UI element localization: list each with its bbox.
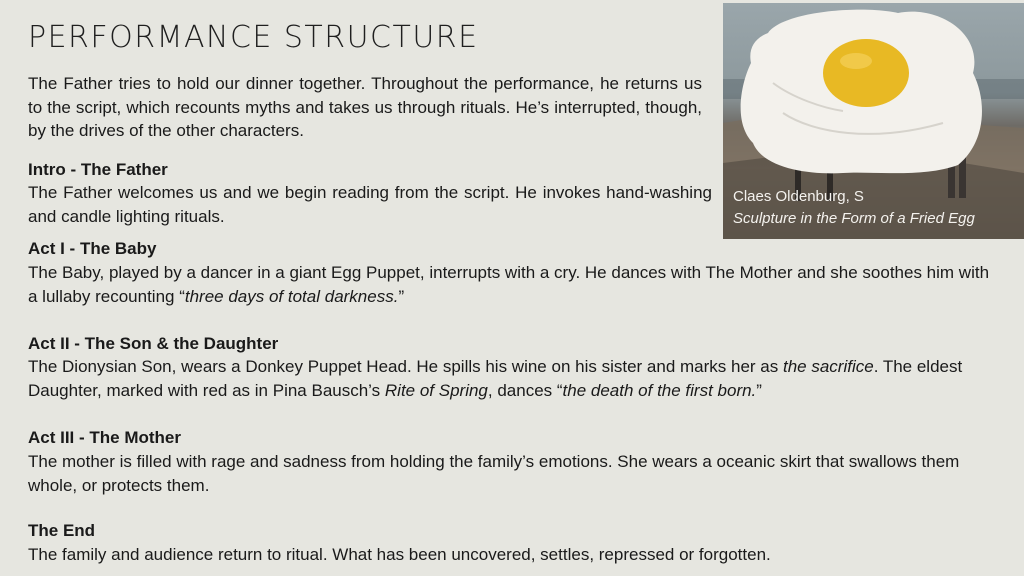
caption-artwork-title: Sculpture in the Form of a Fried Egg	[733, 210, 975, 227]
intro-heading: Intro - The Father	[28, 160, 168, 179]
act2-italic-rite: Rite of Spring	[384, 380, 488, 400]
act2-text-end: ”	[756, 380, 762, 400]
act3-heading: Act III - The Mother	[28, 428, 181, 447]
page-title: PERFORMANCE STRUCTURE	[28, 20, 479, 55]
act1-text-part: The Baby, played by a dancer in a giant Egg Puppet, interrupts with a cry. He dances with The Mother and she soothes him with a lullaby recounting “	[28, 263, 990, 306]
act2-text-part: . The eldest Daughter, marked with red as in Pina Bausch’s	[28, 357, 963, 400]
caption-artist: Claes Oldenburg, S	[733, 188, 864, 205]
end-heading: The End	[28, 521, 96, 540]
egg-yolk-shape	[823, 39, 909, 107]
intro-paragraph: The Father tries to hold our dinner together. Throughout the performance, he returns us to the script, which recounts myths and takes us through rituals. He’s interrupted, though, by the drives of the other characters.	[28, 74, 702, 140]
photo-caption	[733, 186, 975, 230]
act2-italic-sacrifice: the sacrifice	[782, 357, 874, 376]
act3-text: The mother is filled with rage and sadness from holding the family’s emotions. She wears a oceanic skirt that swallows them whole, or protects them.	[28, 452, 960, 495]
act1-text	[28, 261, 1003, 308]
intro-text: The Father welcomes us and we begin reading from the script. He invokes hand-washing and candle lighting rituals.	[28, 183, 712, 226]
act1-text-end: ”	[398, 286, 405, 306]
act2-text	[28, 355, 1013, 402]
act2-text-part: The Dionysian Son, wears a Donkey Puppet Head. He spills his wine on his sister and marks her as	[28, 357, 783, 376]
act2-quote: the death of the first born.	[562, 380, 757, 400]
act1-quote: three days of total darkness.	[184, 286, 399, 306]
end-text: The family and audience return to ritual. What has been uncovered, settles, repressed or forgotten.	[28, 545, 771, 564]
act2-heading: Act II - The Son & the Daughter	[28, 334, 279, 353]
act2-text-part: , dances “	[487, 380, 563, 400]
act1-heading: Act I - The Baby	[28, 239, 157, 258]
